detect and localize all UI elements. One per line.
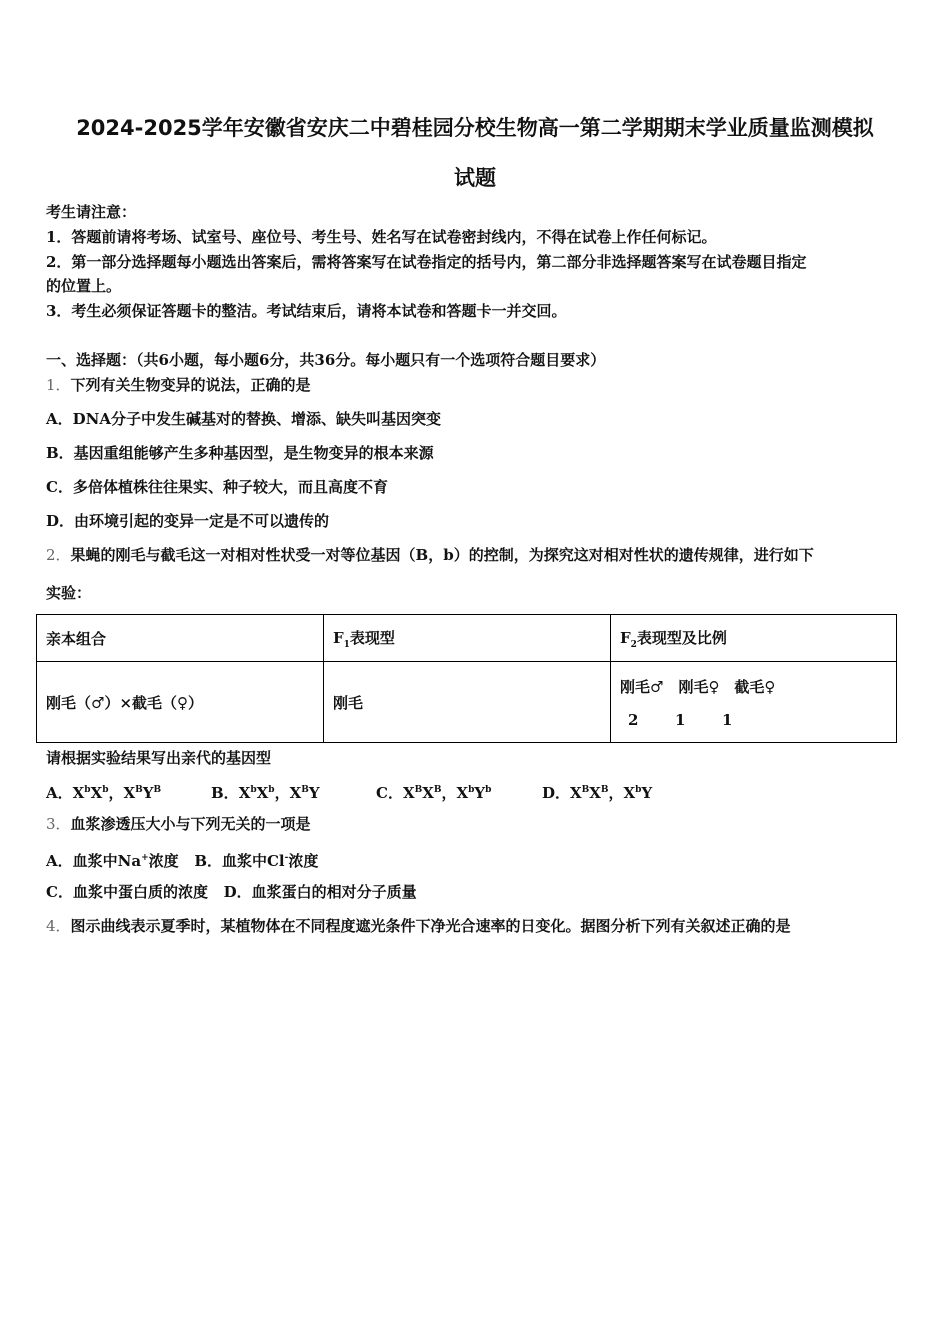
q3-options-ab xyxy=(46,848,906,871)
section-heading: 一、选择题：（共6小题，每小题6分，共36分。每小题只有一个选项符合题目要求） xyxy=(46,351,606,369)
question-2-stem-line2: 实验： xyxy=(46,584,92,602)
question-1 xyxy=(46,375,906,395)
question-4-stem: 图示曲线表示夏季时，某植物体在不同程度遮光条件下净光合速率的日变化。据图分析下列有关叙述正确的是 xyxy=(70,917,791,935)
exam-title-line1: 2024-2025学年安徽省安庆二中碧桂园分校生物高一第二学期期末学业质量监测模拟 xyxy=(76,116,874,140)
question-2-number: 2． xyxy=(46,546,71,564)
question-2-stem-line1: 果蝇的刚毛与截毛这一对相对性状受一对等位基因（B，b）的控制，为探究这对相对性状的遗传规律，进行如下 xyxy=(70,546,814,564)
question-4 xyxy=(46,916,906,936)
table-header-parents: 亲本组合 xyxy=(37,615,324,662)
notice-item-1: 1．答题前请将考场、试室号、座位号、考生号、姓名写在试卷密封线内，不得在试卷上作任何标记。 xyxy=(46,228,717,246)
experiment-table xyxy=(36,614,897,743)
table-cell-parents: 刚毛（♂）×截毛（♀） xyxy=(37,662,324,743)
table-row xyxy=(37,662,897,743)
question-2-ask: 请根据实验结果写出亲代的基因型 xyxy=(46,749,272,767)
exam-title-line2: 试题 xyxy=(454,166,496,190)
question-4-number: 4． xyxy=(46,917,71,935)
table-cell-f2 xyxy=(611,662,897,743)
table-header-row xyxy=(37,615,897,662)
q3-option-a: A．血浆中Na+浓度 xyxy=(46,852,179,870)
question-1-number: 1． xyxy=(46,376,71,394)
notice-heading: 考生请注意： xyxy=(46,203,137,221)
q2-option-c: C．$X^BX^B$，$X^bY^b$ xyxy=(376,784,492,802)
notice-item-2: 2．第一部分选择题每小题选出答案后，需将答案写在试卷指定的括号内，第二部分非选择题答案写在试卷题目指定 xyxy=(46,253,807,271)
notice-item-3: 3．考生必须保证答题卡的整洁。考试结束后，请将本试卷和答题卡一并交回。 xyxy=(46,302,567,320)
q1-option-a: A．DNA分子中发生碱基对的替换、增添、缺失叫基因突变 xyxy=(46,410,441,428)
table-header-f1: $F_1$表现型 xyxy=(324,615,611,662)
q1-option-d: D．由环境引起的变异一定是不可以遗传的 xyxy=(46,512,330,530)
q3-option-d: D．血浆蛋白的相对分子质量 xyxy=(223,883,417,901)
notice-item-2-cont: 的位置上。 xyxy=(46,277,122,295)
question-2 xyxy=(46,545,906,565)
q2-option-b: B．$X^bX^b$，$X^BY$ xyxy=(211,784,320,802)
q3-option-b: B．血浆中Cl-浓度 xyxy=(194,852,319,870)
question-3-stem: 血浆渗透压大小与下列无关的一项是 xyxy=(70,815,311,833)
table-header-f2: $F_2$表现型及比例 xyxy=(611,615,897,662)
q2-option-a: A．$X^bX^b$，$X^BY^B$ xyxy=(46,784,162,802)
q2-option-d: D．$X^BX^B$，$X^bY$ xyxy=(542,784,653,802)
question-1-stem: 下列有关生物变异的说法，正确的是 xyxy=(70,376,311,394)
q3-options-cd xyxy=(46,882,906,902)
q2-options xyxy=(46,780,906,803)
q1-option-b: B．基因重组能够产生多种基因型，是生物变异的根本来源 xyxy=(46,444,434,462)
f2-phenotypes: 刚毛♂ 刚毛♀ 截毛♀ xyxy=(620,677,776,696)
q1-option-c: C．多倍体植株往往果实、种子较大，而且高度不育 xyxy=(46,478,388,496)
f2-ratios: 2 1 1 xyxy=(628,710,733,729)
table-cell-f1: 刚毛 xyxy=(324,662,611,743)
question-3-number: 3． xyxy=(46,815,71,833)
q3-option-c: C．血浆中蛋白质的浓度 xyxy=(46,883,208,901)
question-3 xyxy=(46,814,906,834)
